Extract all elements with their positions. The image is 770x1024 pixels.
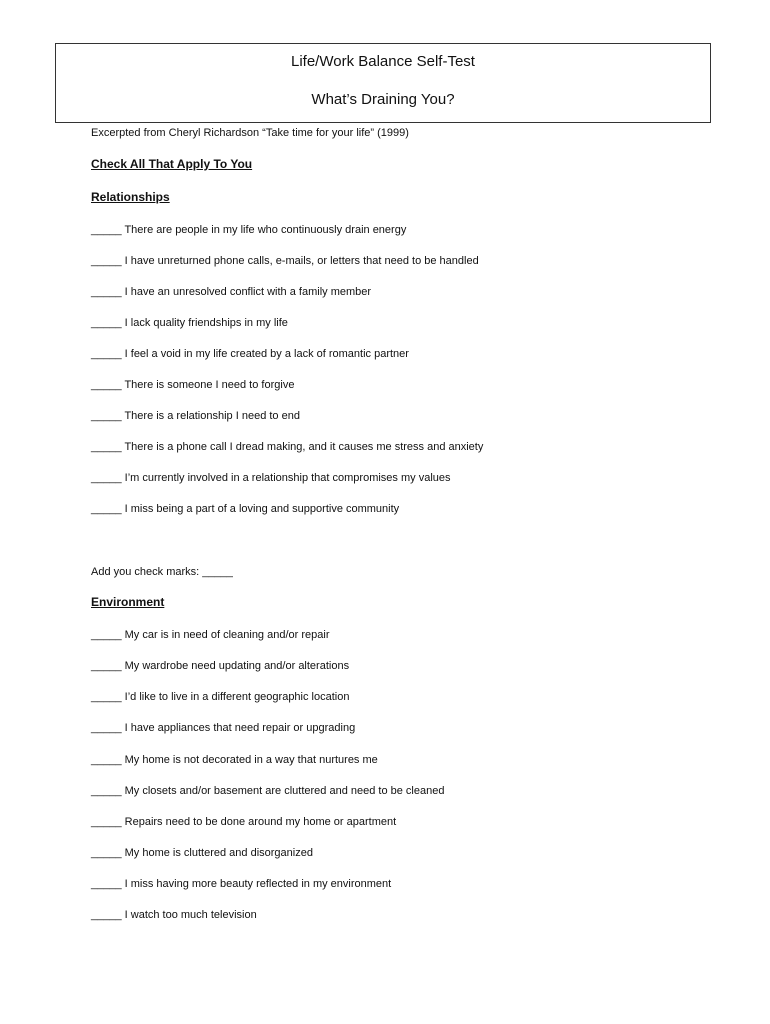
checklist-item: _____ I have unreturned phone calls, e-mails, or letters that need to be handled [91,255,479,267]
checklist-item: _____ Repairs need to be done around my home or apartment [91,816,397,828]
section-heading-environment: Environment [91,595,165,609]
checklist-item: _____ I lack quality friendships in my life [91,317,288,329]
checklist-item: _____ My car is in need of cleaning and/or repair [91,629,330,641]
checklist-item: _____ I have an unresolved conflict with a family member [91,286,372,298]
checklist-item: _____ My home is cluttered and disorganized [91,847,313,859]
checklist-item: _____ My wardrobe need updating and/or alterations [91,660,350,672]
checklist-item: _____ My closets and/or basement are cluttered and need to be cleaned [91,785,445,797]
checklist-item: _____ I miss having more beauty reflected in my environment [91,878,392,890]
tally-line: Add you check marks: _____ [91,566,233,578]
checklist-item: _____ I’m currently involved in a relationship that compromises my values [91,472,451,484]
checklist-item: _____ There is a relationship I need to end [91,410,300,422]
document-title: Life/Work Balance Self-Test [291,53,475,70]
checklist-item: _____ There is a phone call I dread making, and it causes me stress and anxiety [91,441,484,453]
section-heading-relationships: Relationships [91,190,170,204]
source-note: Excerpted from Cheryl Richardson “Take time for your life” (1999) [91,127,409,139]
checklist-item: _____ I watch too much television [91,909,257,921]
checklist-item: _____ I’d like to live in a different geographic location [91,691,350,703]
checklist-item: _____ I feel a void in my life created by a lack of romantic partner [91,348,409,360]
checklist-item: _____ There is someone I need to forgive [91,379,295,391]
checklist-item: _____ I have appliances that need repair or upgrading [91,722,356,734]
checklist-item: _____ My home is not decorated in a way that nurtures me [91,754,378,766]
document-subtitle: What’s Draining You? [311,91,455,108]
title-box [55,43,711,123]
instruction-heading: Check All That Apply To You [91,157,253,171]
checklist-item: _____ I miss being a part of a loving and supportive community [91,503,400,515]
checklist-item: _____ There are people in my life who continuously drain energy [91,224,407,236]
